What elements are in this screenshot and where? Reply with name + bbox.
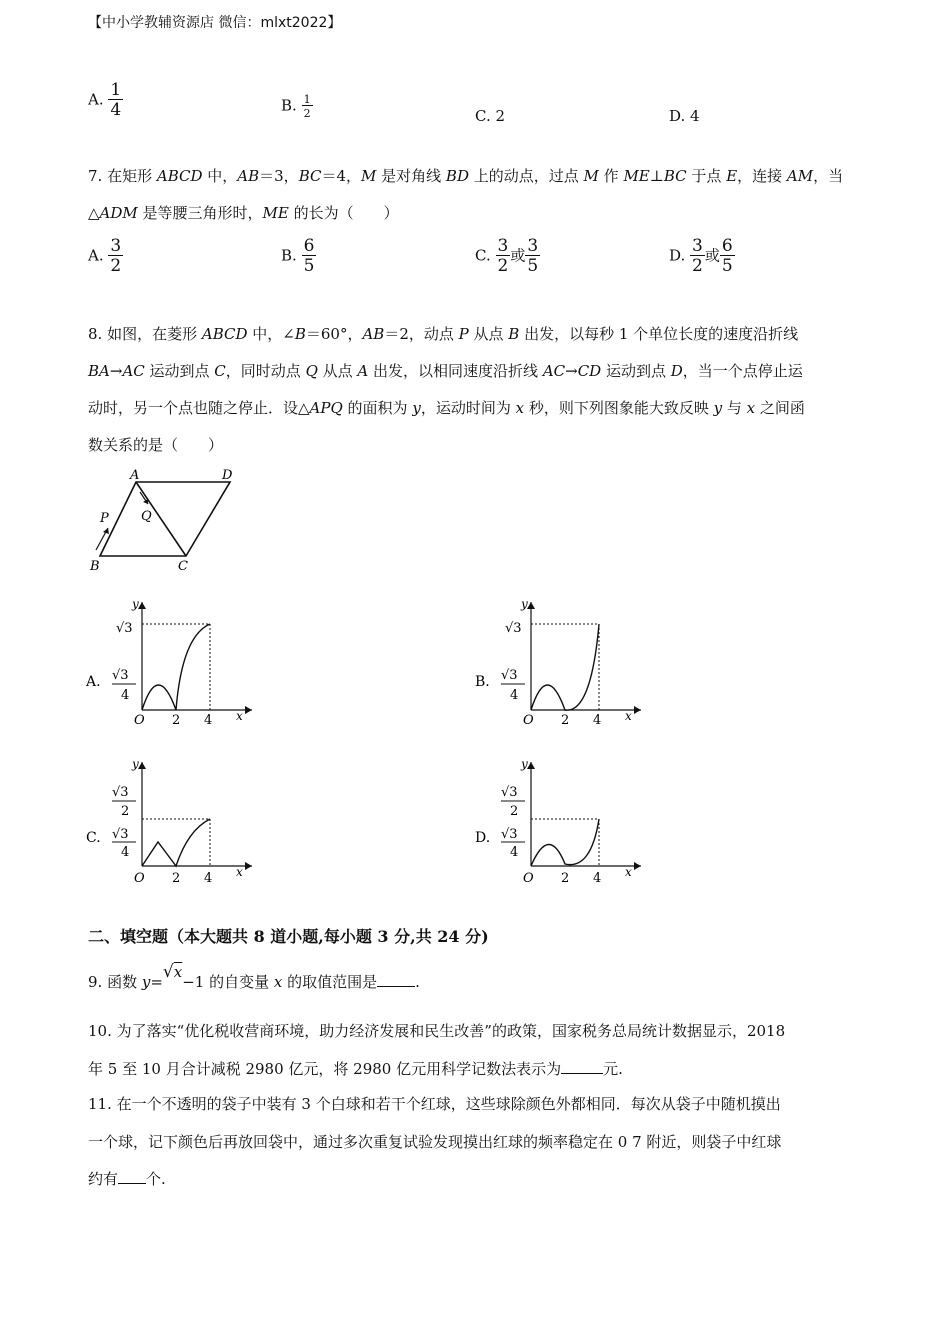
section-heading: 二、填空题（本大题共 8 道小题,每小题 3 分,共 24 分) [88,927,489,946]
answer-blank[interactable] [118,1183,146,1184]
graph-c [82,756,262,891]
tick-4: 4 [593,871,602,886]
y-tick-mid-num: √3 [112,668,129,683]
y-tick-top-den: 2 [510,804,519,819]
y-axis-arrow [527,762,535,769]
option-label: B. [281,246,297,265]
q8-line4: 数关系的是（ ） [88,436,224,454]
y-tick-top-den: 2 [121,804,130,819]
y-axis-arrow [138,602,146,609]
q10-line1: 10. 为了落实“优化税收营商环境，助力经济发展和民生改善”的政策，国家税务总局统计数据显示，2018 [88,1022,786,1040]
option-label: C. [86,830,101,846]
y-tick-top-num: √3 [501,785,518,800]
option-label: B. [281,96,297,115]
x-axis-arrow [634,706,641,714]
option-label: A. [88,246,104,265]
tick-o: O [134,713,145,728]
q6-option-d: D. 4 [669,107,700,125]
q6-option-b [281,94,313,119]
q11-line2: 一个球，记下颜色后再放回袋中，通过多次重复试验发现摸出红球的频率稳定在 0 7 附近，则袋子中红球 [88,1133,782,1151]
y-axis-label: y [132,757,139,771]
label-d: D [222,468,233,483]
tick-2: 2 [561,713,570,728]
label-b: B [90,559,100,574]
q6-option-a [88,82,123,119]
option-label: A. [86,674,101,690]
fraction: $\frac{3}{2}$ [497,236,509,276]
tick-2: 2 [172,871,181,886]
graph-b [471,596,651,731]
y-tick-mid-den: 4 [121,688,130,703]
numerator: 1 [303,93,311,106]
answer-blank[interactable] [377,986,415,987]
tick-o: O [134,871,145,886]
label-c: C [178,559,188,574]
option-label: B. [475,674,490,690]
y-axis-label: y [132,597,139,611]
y-tick-mid-den: 4 [510,688,519,703]
q7-option-a [88,238,123,275]
q11-line1: 11. 在一个不透明的袋子中装有 3 个白球和若干个红球，这些球除颜色外都相同．每次从袋子中随机摸出 [88,1095,781,1113]
label-q: Q [141,509,152,524]
x-axis-label: x [236,709,243,723]
fraction: $\frac{6}{5}$ [303,236,315,276]
q8-line2: BA→AC 运动到点 C，同时动点 Q 从点 A 出发，以相同速度沿折线 AC→CD 运动到点 D，当一个点停止运 [88,362,803,380]
y-tick-mid-den: 4 [510,845,519,860]
answer-blank[interactable] [561,1073,603,1074]
q7-option-c: C. $\frac{3}{2}$ 或 $\frac{3}{5}$ [475,236,539,276]
option-label: D. [475,830,491,846]
fraction: $\frac{3}{5}$ [527,236,539,276]
y-axis-arrow [138,762,146,769]
x-axis-label: x [236,865,243,879]
graph-a [82,596,262,731]
x-axis-label: x [625,865,632,879]
denominator: 2 [303,107,311,120]
y-tick-top: √3 [116,621,133,636]
label-p: P [100,511,109,526]
tick-2: 2 [172,713,181,728]
curve [142,819,210,866]
fraction: $\frac{6}{5}$ [721,236,733,276]
fraction [302,94,313,119]
y-tick-mid-den: 4 [121,845,130,860]
fraction: $\frac{3}{2}$ [110,236,122,276]
curve [142,624,210,710]
q7-option-d: D. $\frac{3}{2}$ 或 $\frac{6}{5}$ [669,236,733,276]
x-axis-arrow [245,706,252,714]
y-axis-arrow [527,602,535,609]
tick-2: 2 [561,871,570,886]
q6-option-c: C. 2 [475,107,506,125]
rhombus-figure [82,462,242,574]
numerator: 1 [110,80,122,100]
x-axis-label: x [625,709,632,723]
label-a: A [130,468,140,483]
x-axis-arrow [634,862,641,870]
tick-4: 4 [593,713,602,728]
q9-line: 9. 函数 y=√x−1 的自变量 x 的取值范围是 . [88,962,420,991]
y-tick-mid-num: √3 [501,668,518,683]
curve [531,819,599,866]
q8-line3: 动时，另一个点也随之停止．设△APQ 的面积为 y，运动时间为 x 秒，则下列图象能大致反映 y 与 x 之间函 [88,399,805,417]
option-label: C. [475,246,491,265]
x-axis-arrow [245,862,252,870]
rhombus-abcd [100,482,230,556]
curve [531,624,599,710]
tick-o: O [523,871,534,886]
y-tick-mid-num: √3 [501,827,518,842]
graph-d [471,756,651,891]
tick-o: O [523,713,534,728]
y-axis-label: y [521,757,528,771]
y-tick-top: √3 [505,621,522,636]
y-tick-top-num: √3 [112,785,129,800]
sqrt-expression: √x [162,962,183,982]
tick-4: 4 [204,713,213,728]
q10-line2: 年 5 至 10 月合计减税 2980 亿元，将 2980 亿元用科学记数法表示为 元. [88,1060,623,1078]
p-arrow-head [103,528,109,534]
page-header: 【中小学教辅资源店 微信：mlxt2022】 [88,15,342,31]
denominator: 4 [110,100,122,120]
q11-line3: 约有 个. [88,1170,166,1188]
option-label: D. [669,246,686,265]
tick-4: 4 [204,871,213,886]
fraction: $\frac{3}{2}$ [692,236,703,276]
q7-option-b [281,238,316,275]
q7-line1: 7. 在矩形 ABCD 中，AB＝3，BC＝4，M 是对角线 BD 上的动点，过点 M 作 ME⊥BC 于点 E，连接 AM，当 [88,167,844,185]
q8-line1: 8. 如图，在菱形 ABCD 中，∠B＝60°，AB＝2，动点 P 从点 B 出发，以每秒 1 个单位长度的速度沿折线 [88,325,799,343]
fraction [108,82,123,119]
y-axis-label: y [521,597,528,611]
y-tick-mid-num: √3 [112,827,129,842]
q7-line2: △ADM 是等腰三角形时，ME 的长为（ ） [88,204,399,222]
option-label: A. [88,90,104,109]
